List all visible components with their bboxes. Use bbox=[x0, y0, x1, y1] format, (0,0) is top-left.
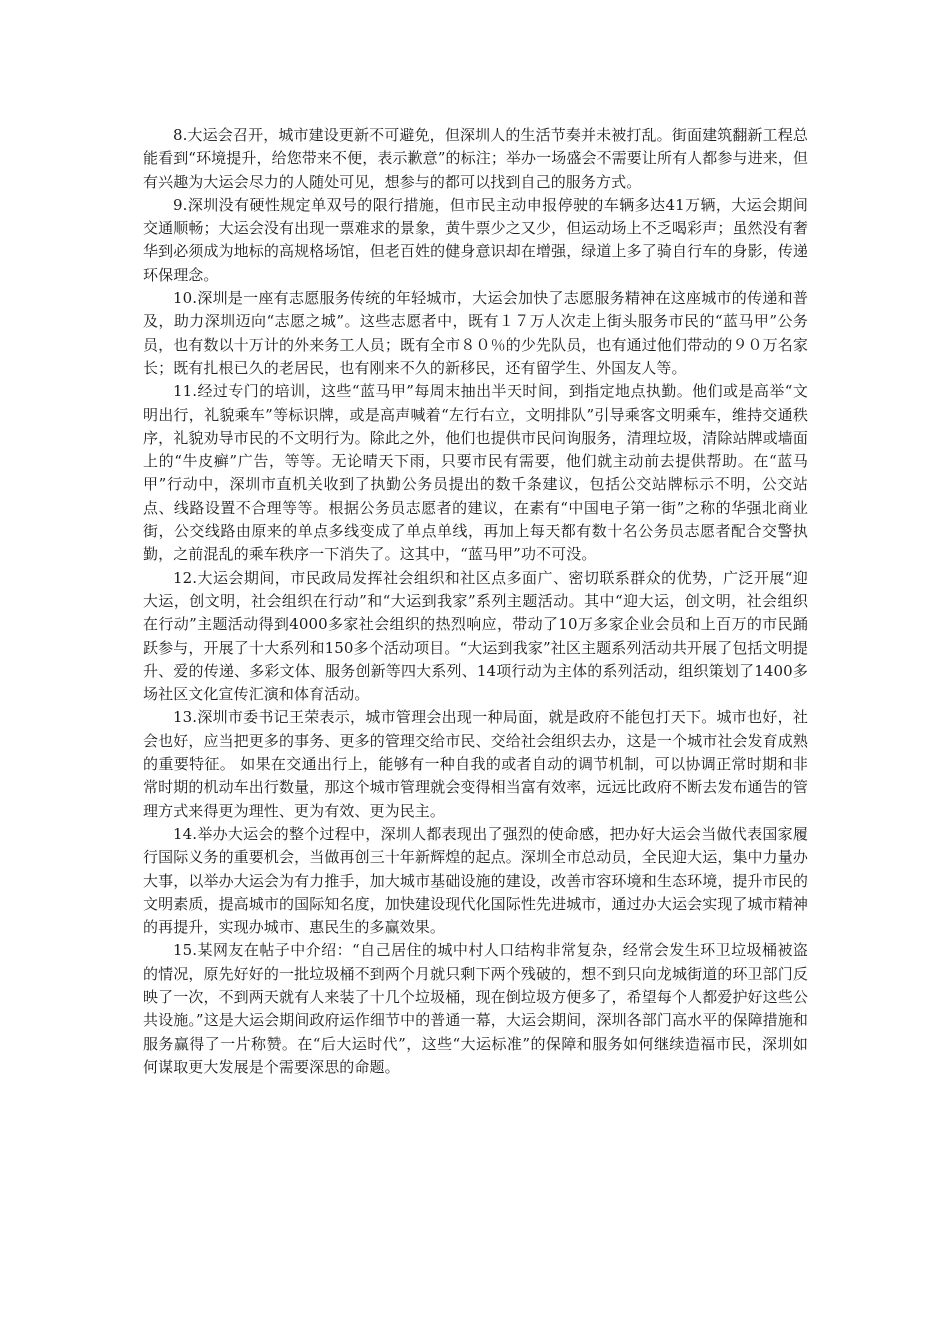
paragraph-11: 11.经过专门的培训，这些“蓝马甲”每周末抽出半天时间，到指定地点执勤。他们或是高举“文明出行，礼貌乘车”等标识牌，或是高声喊着“左行右立，文明排队”引导乘客文明乘车，维持交通秩序，礼貌劝导市民的不文明行为。除此之外，他们也提供市民问询服务，清理垃圾，清除站牌或墙面上的“牛皮癣”广告，等等。无论晴天下雨，只要市民有需要，他们就主动前去提供帮助。在“蓝马甲”行动中，深圳市直机关收到了执勤公务员提出的数千条建议，包括公交站牌标示不明，公交站点、线路设置不合理等等。根据公务员志愿者的建议，在素有“中国电子第一街”之称的华强北商业街，公交线路由原来的单点多线变成了单点单线，再加上每天都有数十名公务员志愿者配合交警执勤，之前混乱的乘车秩序一下消失了。这其中，“蓝马甲”功不可没。 bbox=[143, 382, 808, 564]
paragraph-15: 15.某网友在帖子中介绍：“自己居住的城中村人口结构非常复杂，经常会发生环卫垃圾桶被盗的情况，原先好好的一批垃圾桶不到两个月就只剩下两个残破的，想不到只向龙城街道的环卫部门反映了一次，不到两天就有人来装了十几个垃圾桶，现在倒垃圾方便多了，希望每个人都爱护好这些公共设施。”这是大运会期间政府运作细节中的普通一幕，大运会期间，深圳各部门高水平的保障措施和服务赢得了一片称赞。在“后大运时代”，这些“大运标准”的保障和服务如何继续造福市民，深圳如何谋取更大发展是个需要深思的命题。 bbox=[143, 941, 808, 1076]
paragraph-14: 14.举办大运会的整个过程中，深圳人都表现出了强烈的使命感，把办好大运会当做代表国家履行国际义务的重要机会，当做再创三十年新辉煌的起点。深圳全市总动员，全民迎大运，集中力量办大事，以举办大运会为有力推手，加大城市基础设施的建设，改善市容环境和生态环境，提升市民的文明素质，提高城市的国际知名度，加快建设现代化国际性先进城市，通过办大运会实现了城市精神的再提升，实现办城市、惠民生的多赢效果。 bbox=[143, 824, 808, 937]
paragraph-10: 10.深圳是一座有志愿服务传统的年轻城市，大运会加快了志愿服务精神在这座城市的传递和普及，助力深圳迈向“志愿之城”。这些志愿者中，既有１７万人次走上街头服务市民的“蓝马甲”公务员，也有数以十万计的外来务工人员；既有全市８０％的少先队员，也有通过他们带动的９０万名家长；既有扎根已久的老居民，也有刚来不久的新移民，还有留学生、外国友人等。 bbox=[143, 289, 808, 377]
document-body bbox=[143, 124, 808, 1079]
paragraph-8: 8.大运会召开，城市建设更新不可避免，但深圳人的生活节奏并未被打乱。街面建筑翻新工程总能看到“环境提升，给您带来不便，表示歉意”的标注；举办一场盛会不需要让所有人都参与进来，但有兴趣为大运会尽力的人随处可见，想参与的都可以找到自己的服务方式。 bbox=[143, 126, 808, 191]
paragraph-9: 9.深圳没有硬性规定单双号的限行措施，但市民主动申报停驶的车辆多达41万辆，大运会期间交通顺畅；大运会没有出现一票难求的景象，黄牛票少之又少，但运动场上不乏喝彩声；虽然没有奢华到必须成为地标的高规格场馆，但老百姓的健身意识却在增强，绿道上多了骑自行车的身影，传递环保理念。 bbox=[143, 195, 808, 284]
paragraph-13: 13.深圳市委书记王荣表示，城市管理会出现一种局面，就是政府不能包打天下。城市也好，社会也好，应当把更多的事务、更多的管理交给市民、交给社会组织去办，这是一个城市社会发育成熟的重要特征。 如果在交通出行上，能够有一种自我的或者自动的调节机制，可以协调正常时期和非常时期的机动车出行数量，那这个城市管理就会变得相当富有效率，远远比政府不断去发布通告的管理方式来得更为理性、更为有效、更为民主。 bbox=[143, 708, 808, 820]
paragraph-12: 12.大运会期间，市民政局发挥社会组织和社区点多面广、密切联系群众的优势，广泛开展“迎大运，创文明，社会组织在行动”和“大运到我家”系列主题活动。其中“迎大运，创文明，社会组织在行动”主题活动得到4000多家社会组织的热烈响应，带动了10万多家企业会员和上百万的市民踊跃参与，开展了十大系列和150多个活动项目。“大运到我家”社区主题系列活动共开展了包括文明提升、爱的传递、多彩文体、服务创新等四大系列、14项行动为主体的系列活动，组织策划了1400多场社区文化宣传汇演和体育活动。 bbox=[143, 568, 808, 704]
